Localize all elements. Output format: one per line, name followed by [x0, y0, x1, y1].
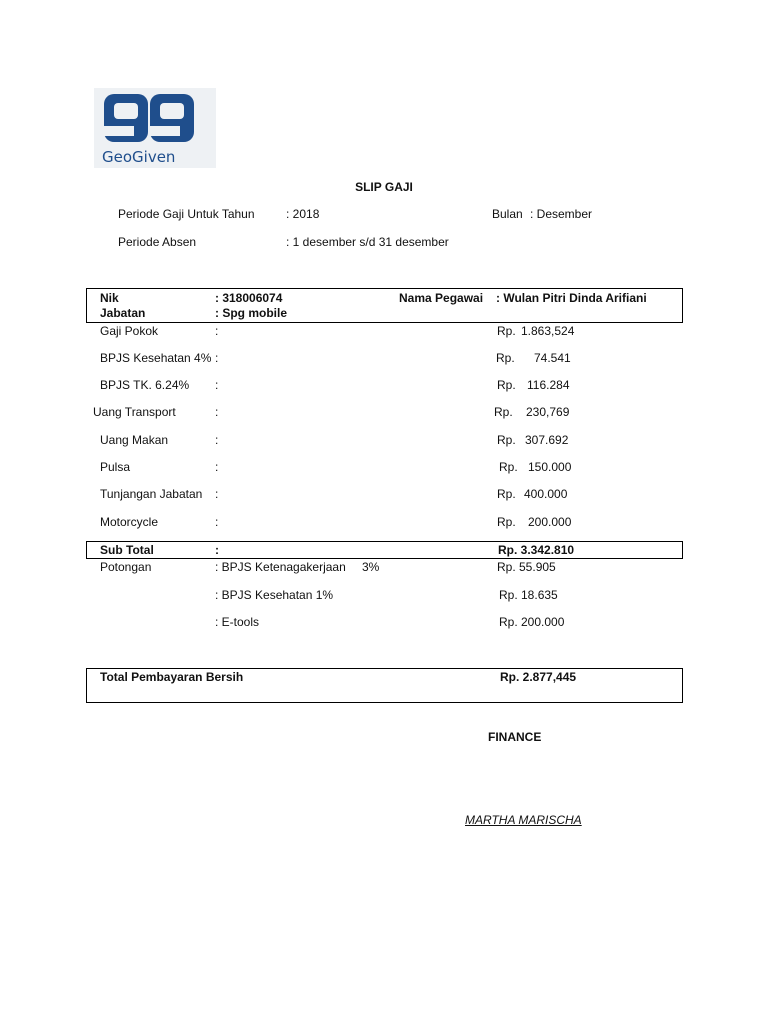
earning-label: Tunjangan Jabatan	[100, 487, 203, 501]
subtotal-colon: :	[215, 543, 219, 557]
earning-currency: Rp.	[496, 351, 515, 365]
deduction-value: Rp. 18.635	[499, 588, 558, 602]
earning-amount: 150.000	[528, 460, 572, 474]
earning-currency: Rp.	[497, 487, 516, 501]
nik-label: Nik	[100, 291, 119, 305]
earning-colon: :	[215, 515, 219, 529]
earning-colon: :	[215, 487, 219, 501]
period-year-label: Periode Gaji Untuk Tahun	[118, 207, 255, 221]
earning-amount: 74.541	[534, 351, 571, 365]
period-month-value: : Desember	[530, 207, 593, 221]
earning-label: Motorcycle	[100, 515, 159, 529]
earning-label: BPJS TK. 6.24%	[100, 378, 190, 392]
net-total-label: Total Pembayaran Bersih	[100, 670, 244, 684]
earning-amount: 1.863,524	[521, 324, 575, 338]
earning-colon: :	[215, 460, 219, 474]
absence-period-label: Periode Absen	[118, 235, 197, 249]
earning-currency: Rp.	[499, 460, 518, 474]
position-label: Jabatan	[100, 306, 146, 320]
deduction-rate: 3%	[362, 560, 380, 574]
position-value: : Spg mobile	[215, 306, 287, 320]
earning-colon: :	[215, 351, 219, 365]
earning-label: Pulsa	[100, 460, 131, 474]
subtotal-box	[86, 541, 683, 559]
earning-amount: 400.000	[524, 487, 568, 501]
net-total-value: Rp. 2.877,445	[500, 670, 577, 684]
signatory-name: MARTHA MARISCHA	[465, 813, 582, 827]
earning-amount: 200.000	[528, 515, 572, 529]
subtotal-value: Rp. 3.342.810	[498, 543, 575, 557]
period-month-label: Bulan	[492, 207, 523, 221]
earning-amount: 307.692	[525, 433, 569, 447]
earning-colon: :	[215, 433, 219, 447]
earning-label: Uang Transport	[93, 405, 176, 419]
absence-period-value: : 1 desember s/d 31 desember	[286, 235, 449, 249]
logo-wordmark: GeoGiven	[102, 148, 176, 166]
deduction-name: : E-tools	[215, 615, 260, 629]
earning-currency: Rp.	[494, 405, 513, 419]
earning-currency: Rp.	[497, 515, 516, 529]
nik-value: : 318006074	[215, 291, 283, 305]
earning-amount: 116.284	[527, 378, 570, 392]
earning-amount: 230,769	[526, 405, 570, 419]
deduction-name: : BPJS Kesehatan 1%	[215, 588, 334, 602]
earning-label: BPJS Kesehatan 4%	[100, 351, 212, 365]
document-title: SLIP GAJI	[355, 180, 413, 194]
earning-colon: :	[215, 378, 219, 392]
deduction-name: : BPJS Ketenagakerjaan	[215, 560, 346, 574]
earning-label: Gaji Pokok	[100, 324, 159, 338]
company-logo	[94, 88, 216, 168]
employee-name-label: Nama Pegawai	[399, 291, 484, 305]
period-year-value: : 2018	[286, 207, 320, 221]
earning-colon: :	[215, 405, 219, 419]
earning-colon: :	[215, 324, 219, 338]
employee-name-value: : Wulan Pitri Dinda Arifiani	[496, 291, 647, 305]
deductions-label: Potongan	[100, 560, 152, 574]
logo-mark	[94, 88, 216, 168]
deduction-value: Rp. 200.000	[499, 615, 565, 629]
earning-currency: Rp.	[497, 378, 516, 392]
deduction-value: Rp. 55.905	[497, 560, 556, 574]
finance-department: FINANCE	[488, 730, 542, 744]
earning-label: Uang Makan	[100, 433, 169, 447]
earning-currency: Rp.	[497, 433, 516, 447]
subtotal-label: Sub Total	[100, 543, 154, 557]
earning-currency: Rp.	[497, 324, 516, 338]
